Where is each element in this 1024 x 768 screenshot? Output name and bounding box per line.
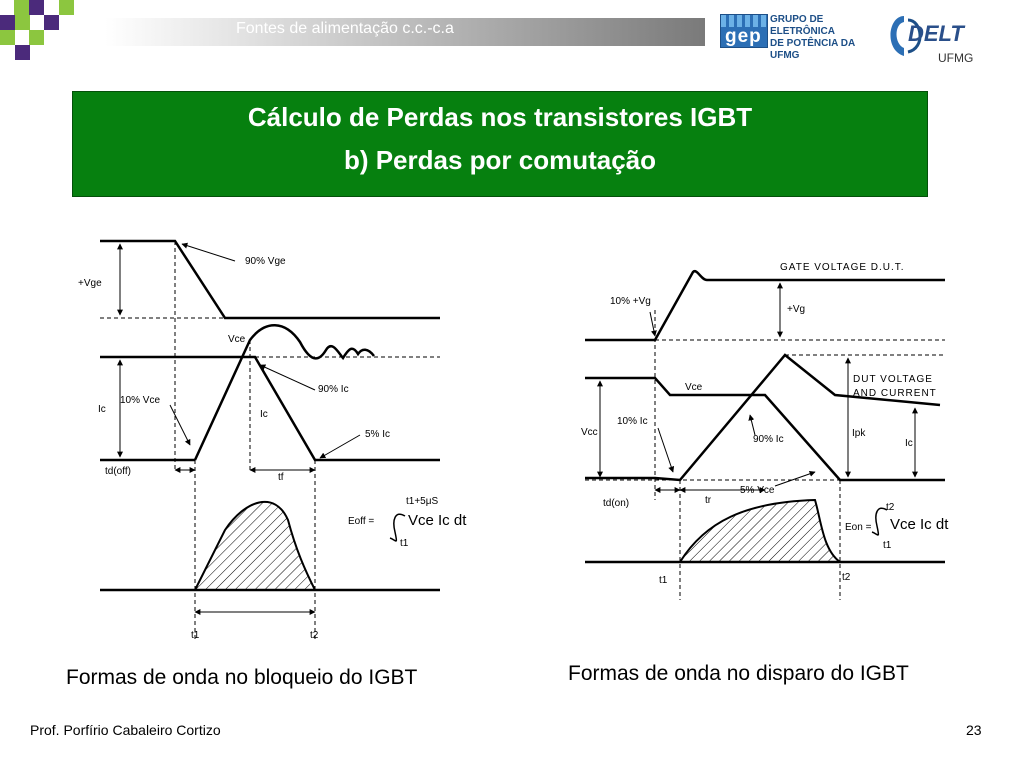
label-integrand: Vce Ic dt <box>408 512 467 529</box>
gep-logo-text: gep <box>725 26 762 47</box>
label-gate-voltage: GATE VOLTAGE D.U.T. <box>780 262 905 273</box>
label-vcc: Vcc <box>581 427 598 438</box>
page-number: 23 <box>966 722 982 738</box>
header-title: Fontes de alimentação c.c.-c.a <box>236 20 454 37</box>
label-5-ic: 5% Ic <box>365 429 391 440</box>
label-tr: tr <box>705 495 712 506</box>
label-ic: Ic <box>905 438 913 449</box>
label-dut-line1: DUT VOLTAGE <box>853 374 933 385</box>
label-5-vce: 5% Vce <box>740 485 775 496</box>
label-ic-curve: Ic <box>260 409 268 420</box>
footer-author: Prof. Porfírio Cabaleiro Cortizo <box>30 722 221 738</box>
gep-caption <box>770 14 880 62</box>
label-vce: Vce <box>228 334 246 345</box>
label-upper-limit: t1+5μS <box>406 496 439 507</box>
turn-on-waveform-diagram <box>555 250 975 610</box>
delt-logo-text: DELT <box>908 21 964 46</box>
eoff-energy-pulse <box>195 502 315 590</box>
gep-caption-line2: DE POTÊNCIA DA UFMG <box>770 38 855 61</box>
label-t2: t2 <box>842 572 851 583</box>
delt-logo <box>886 8 996 68</box>
label-tf: tf <box>278 472 284 483</box>
turn-on-caption: Formas de onda no disparo do IGBT <box>568 662 909 685</box>
eon-energy-pulse <box>680 500 840 562</box>
turn-off-caption: Formas de onda no bloqueio do IGBT <box>66 666 418 689</box>
label-t1: t1 <box>191 630 200 641</box>
slide-title-line1: Cálculo de Perdas nos transistores IGBT <box>247 102 753 132</box>
label-tdon: td(on) <box>603 498 630 509</box>
gep-logo <box>720 14 768 48</box>
slide-title-line2: b) Perdas por comutação <box>343 145 657 175</box>
label-90-vge: 90% Vge <box>245 256 286 267</box>
label-ic-axis: Ic <box>98 404 106 415</box>
gate-voltage-waveform <box>100 241 440 318</box>
checker-pattern-decoration <box>0 0 80 62</box>
delt-logo-swoosh-icon <box>890 16 904 56</box>
label-10-vce: 10% Vce <box>120 395 161 406</box>
ufmg-logo-text: UFMG <box>938 51 974 65</box>
label-eon: Eon = <box>845 522 872 533</box>
label-lower-limit: t1 <box>400 538 409 549</box>
label-ipk: Ipk <box>852 428 866 439</box>
turn-off-waveform-diagram <box>60 220 467 650</box>
slide-title-box <box>72 91 928 197</box>
label-t1: t1 <box>659 575 668 586</box>
ic-waveform <box>100 357 440 460</box>
label-lower-limit: t1 <box>883 540 892 551</box>
label-t2: t2 <box>310 630 319 641</box>
label-integrand: Vce Ic dt <box>890 516 949 533</box>
label-upper-limit: t2 <box>886 502 895 513</box>
label-eoff: Eoff = <box>348 516 375 527</box>
label-10-vg: 10% +Vg <box>610 296 651 307</box>
label-10-ic: 10% Ic <box>617 416 648 427</box>
label-vg: +Vg <box>787 304 806 315</box>
label-90-ic: 90% Ic <box>753 434 784 445</box>
gep-caption-line1: GRUPO DE ELETRÔNICA <box>770 14 835 37</box>
label-vce: Vce <box>685 382 703 393</box>
label-dut-line2: AND CURRENT <box>853 388 937 399</box>
label-vge: +Vge <box>78 278 102 289</box>
label-tdoff: td(off) <box>105 466 131 477</box>
label-90-ic: 90% Ic <box>318 384 349 395</box>
